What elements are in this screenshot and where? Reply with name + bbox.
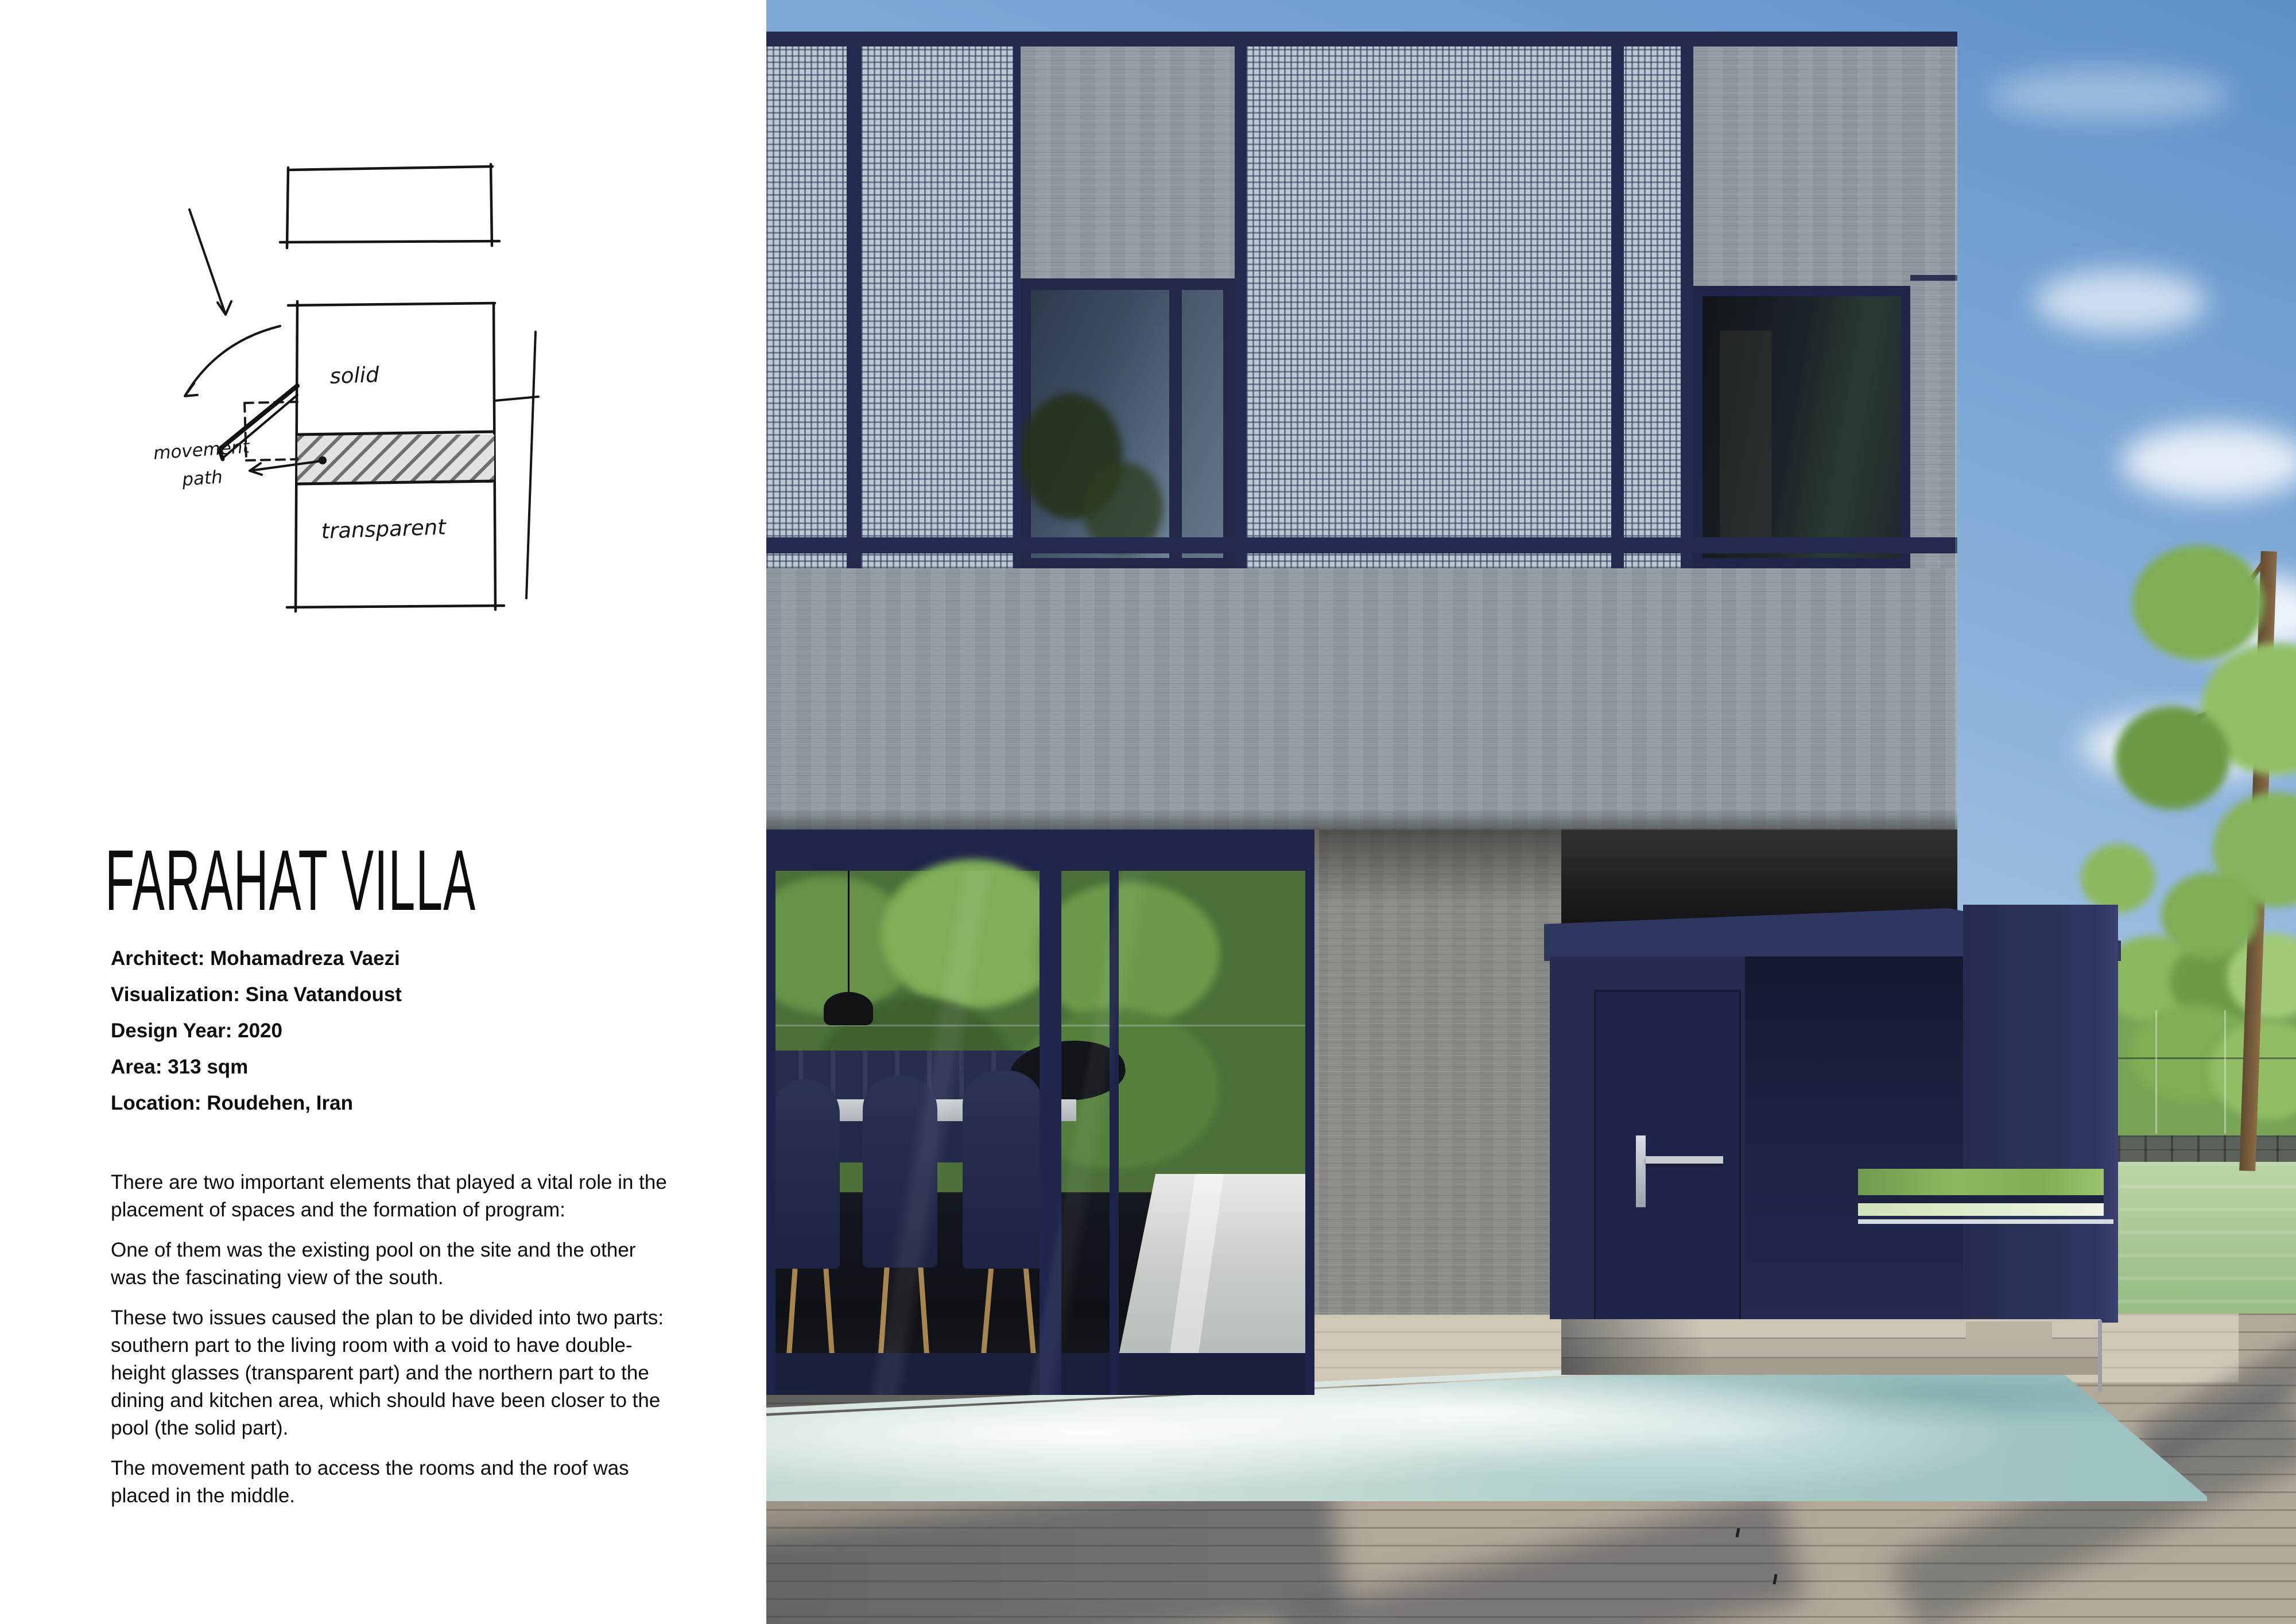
- brick-spandrel: [766, 568, 1957, 830]
- fence-rail: [2118, 1057, 2296, 1059]
- cloud: [2035, 270, 2207, 333]
- building-corner-highlight: [1955, 46, 1957, 830]
- sketch-label-transparent: transparent: [320, 514, 447, 544]
- description-paragraph: The movement path to access the rooms and the roof was placed in the middle.: [111, 1457, 629, 1507]
- wing-support-rod: [2098, 1320, 2102, 1392]
- entrance-wing-wall: [1963, 905, 2118, 1323]
- sketch-tick-right: [495, 397, 538, 401]
- pillar-soffit-shadow: [1314, 830, 1561, 904]
- glass-wall-interior: [766, 830, 1314, 1395]
- sketch-arrow-down: [189, 210, 231, 315]
- upper-window-right: [1693, 286, 1910, 568]
- left-window-section: [1021, 46, 1235, 568]
- sketch-main-rect-bottom: [287, 606, 504, 607]
- mesh-mullion: [1681, 46, 1693, 568]
- detail-design-year: Design Year: 2020: [111, 1020, 282, 1042]
- door-handle-bar: [1646, 1156, 1723, 1164]
- tree-canopy: [2132, 545, 2264, 660]
- grass-lawn: [2118, 1162, 2296, 1320]
- glass-sheen: [766, 871, 1314, 1395]
- screen-bottom-rail: [766, 537, 1957, 553]
- sketch-label-path: path: [181, 467, 223, 490]
- detail-location: Location: Roudehen, Iran: [111, 1092, 353, 1114]
- door-handle-plate: [1636, 1135, 1646, 1207]
- description-paragraph: There are two important elements that played a vital role in the placement of spaces and the formation of program:: [111, 1171, 667, 1221]
- project-description: [111, 1169, 670, 1522]
- mesh-mullion: [1235, 46, 1247, 568]
- sketch-top-rect-right: [491, 164, 492, 246]
- brick-above-window: [1693, 46, 1910, 286]
- entrance-door: [1594, 990, 1741, 1319]
- glass-interior-hint: [1720, 331, 1771, 549]
- corner-parapet-step: [1910, 275, 1957, 281]
- slit-window-bar: [1858, 1195, 2104, 1203]
- tree-canopy: [2115, 706, 2230, 809]
- window-glass-dark: [1702, 296, 1901, 558]
- step-shadow: [1561, 1319, 1802, 1375]
- sketch-main-rect-top: [288, 303, 495, 305]
- sketch-arrow-rotate: [185, 326, 280, 396]
- mesh-mullion: [847, 46, 862, 568]
- mesh-mullion: [1611, 46, 1624, 568]
- pillar-edge-highlight: [1314, 830, 1319, 1315]
- window-glass: [1031, 290, 1169, 558]
- project-details: [111, 948, 685, 1129]
- soffit-shadow-line: [766, 809, 1957, 830]
- sketch-hatch-band: [297, 435, 494, 483]
- sketch-dashed-rect: [245, 402, 297, 460]
- slit-window-upper: [1858, 1169, 2104, 1195]
- sketch-top-rect-bottom: [280, 241, 499, 242]
- upper-window-left: [1021, 278, 1235, 568]
- concept-sketch: [132, 155, 545, 620]
- left-text-panel: [0, 0, 766, 1624]
- brick-pillar: [1314, 830, 1561, 1315]
- window-glass-narrow: [1182, 290, 1223, 558]
- tree-canopy: [2081, 844, 2155, 913]
- corner-brick: [1910, 46, 1957, 568]
- description-paragraph: One of them was the existing pool on the site and the other was the fascinating view of the south.: [111, 1239, 636, 1289]
- upper-floor-volume: [766, 32, 1957, 830]
- detail-architect: Architect: Mohamadreza Vaezi: [111, 947, 400, 970]
- description-paragraph: These two issues caused the plan to be divided into two parts: southern part to the living room with a void to have double-height glasses (transparent part) and the northern part to the dining and kitchen area, which should have been closer to the pool (the solid part).: [111, 1307, 664, 1439]
- detail-visualization: Visualization: Sina Vatandoust: [111, 983, 402, 1006]
- hedge: [2118, 953, 2296, 1137]
- entrance-alcove: [1745, 956, 1963, 1319]
- parapet-rail: [766, 32, 1957, 46]
- sketch-main-rect-left: [296, 301, 297, 611]
- cloud: [2121, 425, 2296, 499]
- sketch-label-solid: solid: [329, 362, 380, 389]
- brick-above-window: [1021, 46, 1235, 278]
- wing-plinth: [1966, 1321, 2052, 1341]
- right-window-section: [1693, 46, 1910, 568]
- villa-photo: [766, 0, 2296, 1624]
- glass-balustrade-post: [2224, 1010, 2226, 1134]
- sketch-top-rect-left: [287, 168, 288, 248]
- sketch-label-movement: movement: [153, 436, 250, 464]
- stone-wall: [2118, 1135, 2296, 1163]
- tree-canopy: [2161, 873, 2259, 959]
- sketch-band-top: [297, 432, 494, 435]
- glass-head-frame: [766, 830, 1314, 871]
- project-title: FARAHAT VILLA: [105, 832, 476, 928]
- slit-window-lower: [1858, 1203, 2104, 1216]
- sketch-top-rect-top: [288, 166, 492, 170]
- sketch-dot: [319, 456, 327, 464]
- counter-shelf-edge: [1858, 1219, 2113, 1224]
- mesh-mullion: [1013, 46, 1021, 568]
- detail-area: Area: 313 sqm: [111, 1056, 249, 1078]
- sketch-slant-right: [526, 332, 536, 598]
- glass-balustrade-post: [2155, 1010, 2157, 1134]
- cloud: [1989, 69, 2230, 121]
- slit-window: [1858, 1169, 2104, 1222]
